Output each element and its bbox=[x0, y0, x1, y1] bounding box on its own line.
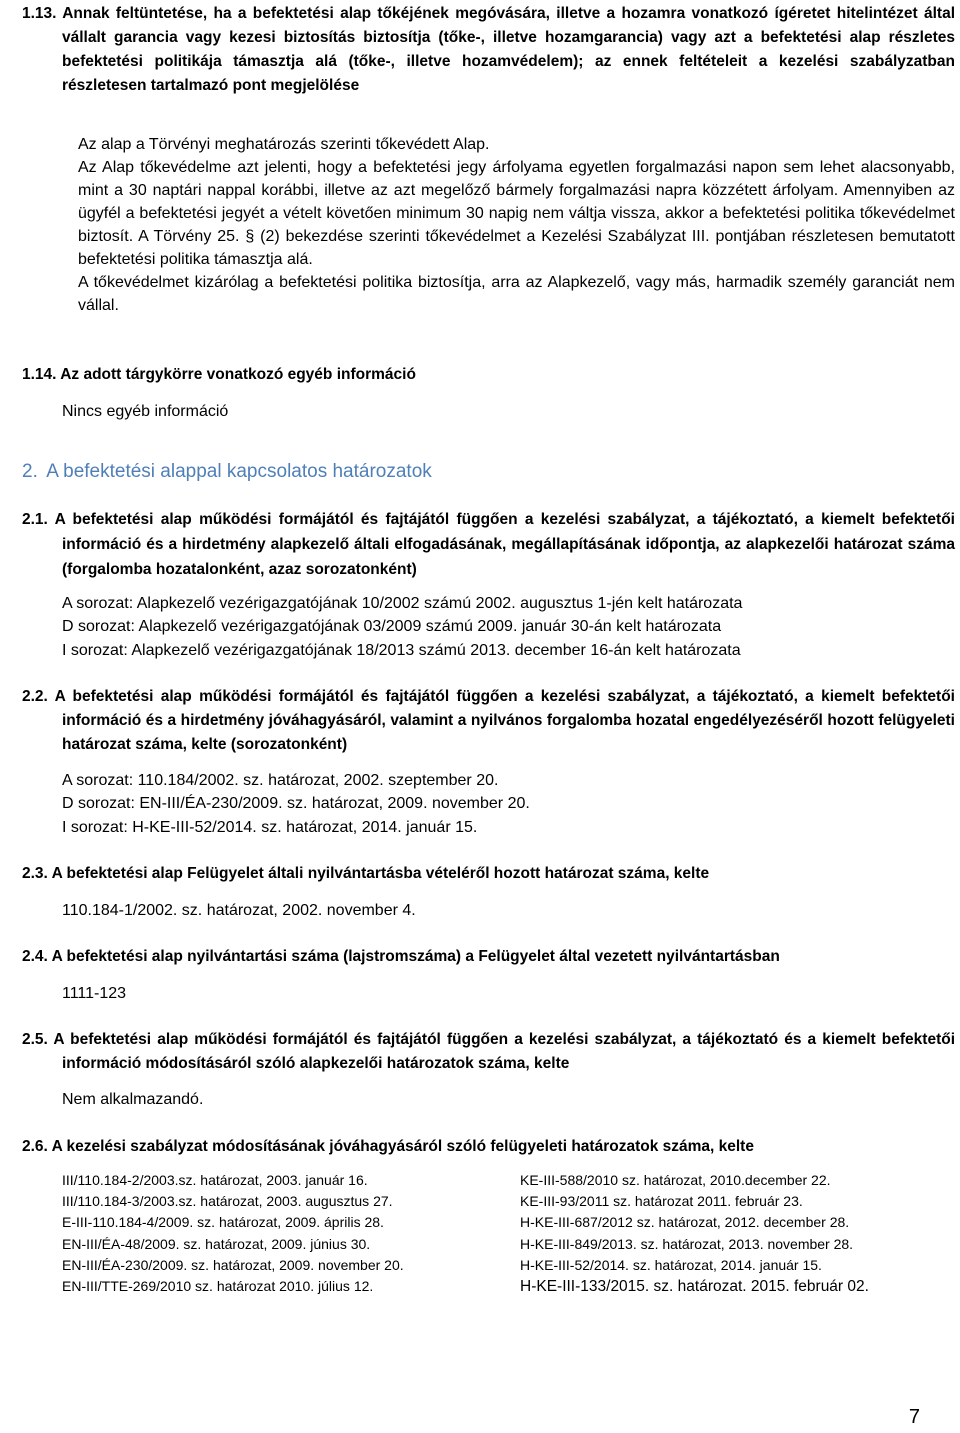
section-2-3-value: 110.184-1/2002. sz. határozat, 2002. november 4. bbox=[62, 902, 416, 919]
section-number: 2.3. bbox=[22, 865, 48, 882]
section-number: 2.6. bbox=[22, 1138, 48, 1155]
list-item: KE-III-93/2011 sz. határozat 2011. február 23. bbox=[520, 1193, 803, 1210]
section-2-4-value: 1111-123 bbox=[62, 985, 127, 1002]
section-number: 2.1. bbox=[22, 511, 48, 528]
list-item: III/110.184-3/2003.sz. határozat, 2003. augusztus 27. bbox=[62, 1193, 393, 1210]
list-item: D sorozat: EN-III/ÉA-230/2009. sz. határozat, 2009. november 20. bbox=[62, 795, 530, 813]
resolutions-left-column bbox=[62, 1170, 502, 1297]
list-item: E-III-110.184-4/2009. sz. határozat, 2009. április 28. bbox=[62, 1214, 384, 1231]
section-number: 2.2. bbox=[22, 688, 48, 705]
section-number: 1.13. bbox=[22, 5, 57, 22]
paragraph: Az alap a Törvényi meghatározás szerinti tőkevédett Alap. bbox=[78, 136, 490, 153]
section-2-1-heading bbox=[22, 507, 955, 582]
section-title: A kezelési szabályzat módosításának jóváhagyásáról szóló felügyeleti határozatok száma, kelte bbox=[51, 1138, 754, 1155]
page-number: 7 bbox=[908, 1406, 920, 1428]
section-title: A befektetési alap Felügyelet általi nyilvántartásba vételéről hozott határozat száma, kelte bbox=[51, 865, 710, 882]
section-1-13-heading bbox=[22, 2, 955, 98]
list-item: H-KE-III-849/2013. sz. határozat, 2013. november 28. bbox=[520, 1235, 854, 1252]
list-item: I sorozat: H-KE-III-52/2014. sz. határozat, 2014. január 15. bbox=[62, 818, 478, 836]
section-2-2-list bbox=[62, 769, 942, 839]
list-item: H-KE-III-52/2014. sz. határozat, 2014. január 15. bbox=[520, 1256, 822, 1273]
section-1-13-body bbox=[78, 133, 955, 317]
list-item: I sorozat: Alapkezelő vezérigazgatójának 18/2013 számú 2013. december 16-án kelt határozata bbox=[62, 641, 741, 659]
section-2-2-heading bbox=[22, 685, 955, 757]
resolutions-right-column bbox=[520, 1170, 950, 1297]
list-item: EN-III/TTE-269/2010 sz. határozat 2010. július 12. bbox=[62, 1278, 374, 1295]
list-item: KE-III-588/2010 sz. határozat, 2010.december 22. bbox=[520, 1172, 831, 1188]
list-item: A sorozat: 110.184/2002. sz. határozat, 2002. szeptember 20. bbox=[62, 772, 499, 789]
section-2-4-heading bbox=[22, 945, 955, 969]
section-2-6-heading bbox=[22, 1135, 955, 1159]
section-2-5-heading bbox=[22, 1028, 955, 1076]
section-2-5-value: Nem alkalmazandó. bbox=[62, 1091, 204, 1108]
section-number: 2.5. bbox=[22, 1031, 48, 1048]
list-item: EN-III/ÉA-230/2009. sz. határozat, 2009. november 20. bbox=[62, 1256, 404, 1273]
section-title: A befektetési alap működési formájától és fajtájától függően a kezelési szabályzat, a tájékoztató és a kiemelt befektetői információ módosításáról szóló alapkezelői határozatok száma, kelte bbox=[53, 1031, 956, 1072]
section-1-14-value: Nincs egyéb információ bbox=[62, 403, 229, 420]
list-item: H-KE-III-133/2015. sz. határozat. 2015. február 02. bbox=[520, 1278, 869, 1296]
section-title: Annak feltüntetése, ha a befektetési alap tőkéjének megóvására, illetve a hozamra vonatkozó ígéretet hitelintézet által vállalt garancia vagy kezesi biztosítás biztosítja (tőke-, illetve hozamgarancia) vagy azt a befektetési alap részletes befektetési politikája támasztja alá (tőke-, illetve hozamvédelem); az ennek feltételeit a kezelési szabályzatban részletesen tartalmazó pont megjelölése bbox=[62, 5, 955, 94]
paragraph: Az Alap tőkevédelme azt jelenti, hogy a befektetési jegy árfolyama egyetlen forgalmazási napon sem lehet alacsonyabb, mint a 30 naptári nappal korábbi, illetve az azt megelőző bármely forgalmazási napra közzétett árfolyam. Amennyiben az ügyfél a befektetési jegyét a vételt követően minimum 30 napig nem váltja vissza, akkor a befektetési politika tőkevédelmet biztosít. A Törvény 25. § (2) bekezdése szerinti tőkevédelmet a Kezelési Szabályzat III. pontjában részletesen bemutatott befektetési politika támasztja alá. bbox=[78, 159, 955, 268]
paragraph: A tőkevédelmet kizárólag a befektetési politika biztosítja, arra az Alapkezelő, vagy más, harmadik személy garanciát nem vállal. bbox=[78, 274, 955, 314]
section-2-3-heading bbox=[22, 862, 955, 886]
chapter-number: 2. bbox=[22, 461, 38, 482]
section-number: 1.14. bbox=[22, 366, 57, 383]
list-item: H-KE-III-687/2012 sz. határozat, 2012. december 28. bbox=[520, 1214, 850, 1231]
list-item: EN-III/ÉA-48/2009. sz. határozat, 2009. június 30. bbox=[62, 1235, 371, 1252]
section-number: 2.4. bbox=[22, 948, 48, 965]
section-2-1-list bbox=[62, 592, 942, 662]
section-1-14-heading bbox=[22, 363, 955, 387]
chapter-2-heading bbox=[22, 459, 922, 485]
section-title: A befektetési alap működési formájától és fajtájától függően a kezelési szabályzat, a tájékoztató, a kiemelt befektetői információ és a hirdetmény alapkezelő általi elfogadásának, megállapításának időpontja, az alapkezelői határozat száma (forgalomba hozatalonként, azaz sorozatonként) bbox=[54, 511, 955, 578]
list-item: III/110.184-2/2003.sz. határozat, 2003. január 16. bbox=[62, 1172, 368, 1188]
section-title: A befektetési alap működési formájától és fajtájától függően a kezelési szabályzat, a tájékoztató, a kiemelt befektetői információ és a hirdetmény jóváhagyásáról, valamint a nyilvános forgalomba hozatal engedélyezéséről hozott felügyeleti határozat száma, kelte (sorozatonként) bbox=[54, 688, 955, 753]
chapter-title: A befektetési alappal kapcsolatos határozatok bbox=[46, 461, 432, 482]
list-item: D sorozat: Alapkezelő vezérigazgatójának 03/2009 számú 2009. január 30-án kelt határozata bbox=[62, 618, 722, 636]
section-title: Az adott tárgykörre vonatkozó egyéb információ bbox=[60, 366, 416, 383]
section-title: A befektetési alap nyilvántartási száma (lajstromszáma) a Felügyelet által vezetett nyilvántartásban bbox=[51, 948, 780, 965]
list-item: A sorozat: Alapkezelő vezérigazgatójának 10/2002 számú 2002. augusztus 1-jén kelt határozata bbox=[62, 595, 743, 612]
